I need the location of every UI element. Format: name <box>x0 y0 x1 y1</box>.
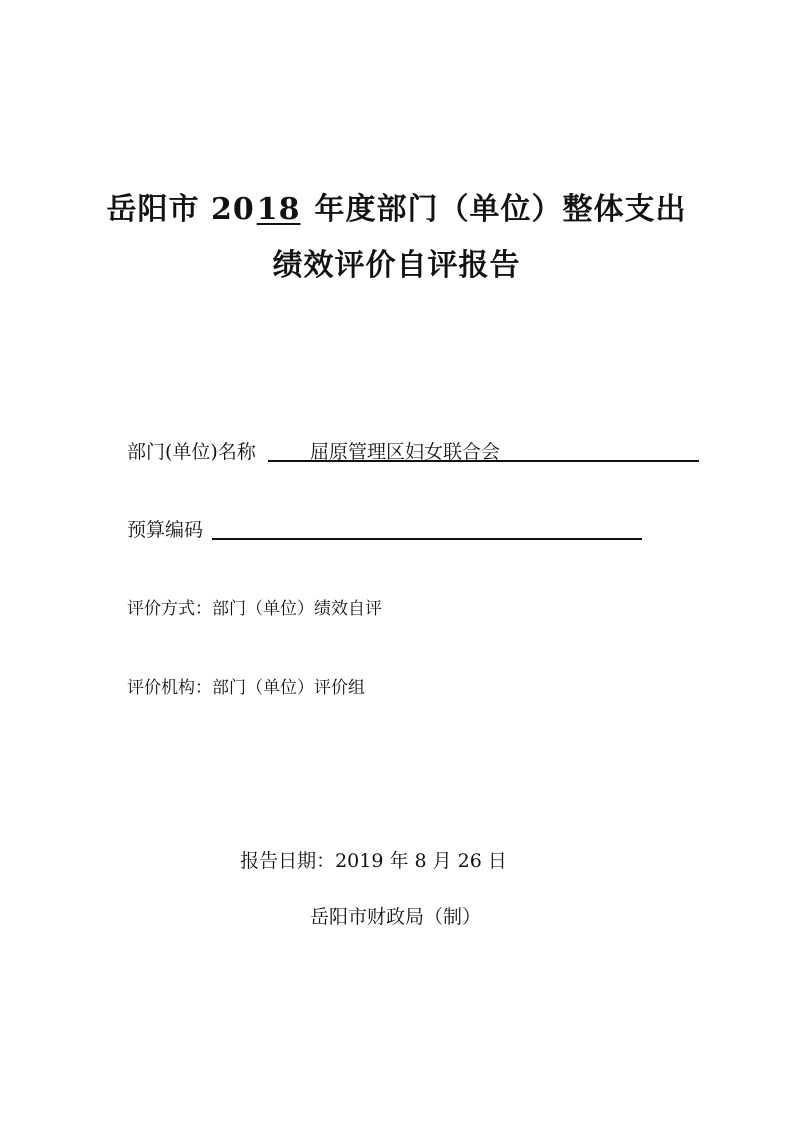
report-title-line-1 <box>0 184 793 228</box>
unit-name-value: 屈原管理区妇女联合会 <box>310 441 501 463</box>
report-date: 报告日期：2019 年 8 月 26 日 <box>240 850 507 872</box>
evaluation-method: 评价方式：部门（单位）绩效自评 <box>127 599 382 619</box>
title-suffix: 年度部门（单位）整体支出 <box>314 192 687 227</box>
budget-code-label: 预算编码 <box>127 519 204 541</box>
issuer: 岳阳市财政局（制） <box>309 906 481 928</box>
evaluation-organization: 评价机构：部门（单位）评价组 <box>127 678 365 698</box>
report-title-line-2: 绩效评价自评报告 <box>272 248 521 283</box>
title-prefix: 岳阳市 20 <box>106 192 255 227</box>
title-year-fill: 18 <box>256 192 301 227</box>
budget-code-underline <box>212 514 642 540</box>
unit-name-label: 部门(单位)名称 <box>127 441 256 463</box>
